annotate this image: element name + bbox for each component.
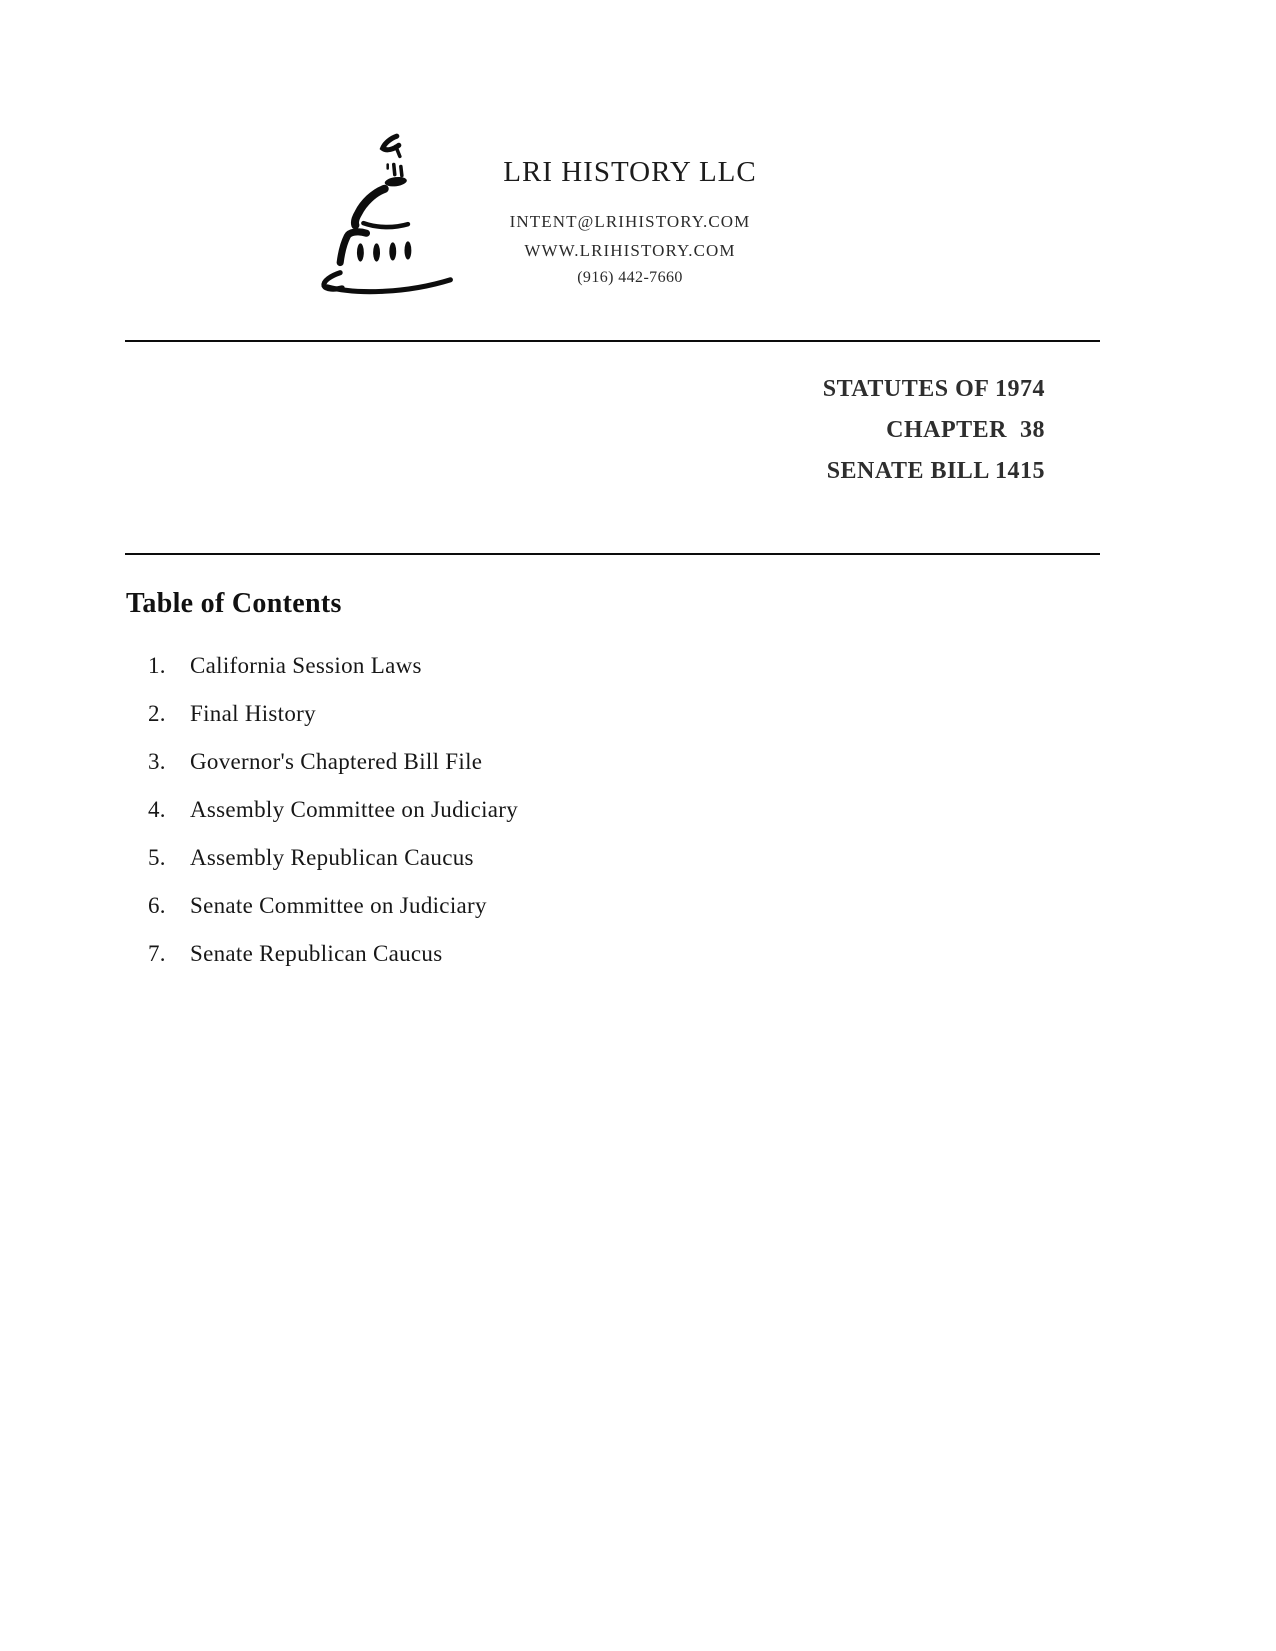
statutes-line: STATUTES OF 1974 <box>822 376 1045 402</box>
divider-bottom <box>125 553 1100 555</box>
toc-item-label: California Session Laws <box>190 653 422 678</box>
toc-item-label: Senate Committee on Judiciary <box>190 893 487 918</box>
capitol-dome-icon <box>286 287 454 304</box>
toc-item-number: 2. <box>148 701 166 726</box>
toc-item-number: 3. <box>148 749 166 774</box>
toc-item-label: Senate Republican Caucus <box>190 941 443 966</box>
document-reference <box>545 369 1045 492</box>
toc-item-number: 7. <box>148 941 166 966</box>
toc-item <box>148 701 848 749</box>
toc-item <box>148 941 848 989</box>
toc-title: Table of Contents <box>126 588 342 619</box>
company-phone: (916) 442-7660 <box>577 269 683 286</box>
divider-top <box>125 340 1100 342</box>
company-email: INTENT@LRIHISTORY.COM <box>509 212 751 231</box>
toc-item-label: Assembly Committee on Judiciary <box>190 797 519 822</box>
toc-item-number: 5. <box>148 845 166 870</box>
toc-item-label: Assembly Republican Caucus <box>190 845 474 870</box>
toc-item-number: 6. <box>148 893 166 918</box>
toc-item <box>148 653 848 701</box>
toc-item-number: 4. <box>148 797 166 822</box>
chapter-line: CHAPTER 38 <box>886 417 1045 443</box>
senate-bill-line: SENATE BILL 1415 <box>826 458 1045 484</box>
toc-item-label: Final History <box>190 701 316 726</box>
toc-item <box>148 797 848 845</box>
toc-item-label: Governor's Chaptered Bill File <box>190 749 483 774</box>
toc-item <box>148 845 848 893</box>
company-name: LRI HISTORY LLC <box>503 156 757 188</box>
toc-item <box>148 893 848 941</box>
company-website: WWW.LRIHISTORY.COM <box>524 241 736 260</box>
toc-item <box>148 749 848 797</box>
toc-list <box>148 653 848 989</box>
toc-item-number: 1. <box>148 653 166 678</box>
